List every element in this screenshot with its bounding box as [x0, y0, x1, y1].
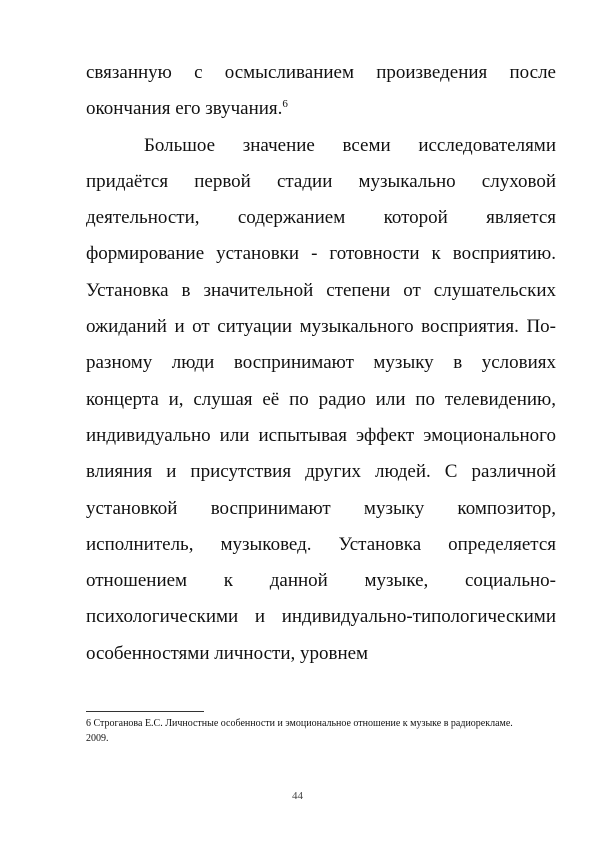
footnote: [86, 716, 526, 746]
paragraph-1: [86, 55, 556, 128]
main-text: [86, 55, 556, 672]
page-number: 44: [292, 790, 303, 802]
paragraph-1-text: связанную с осмысливанием произведения после окончания его звучания.: [86, 62, 556, 120]
paragraph-2: Большое значение всеми исследователями придаётся первой стадии музыкально слуховой деятельности, содержанием которой является формирование установки - готовности к восприятию. Установка в значительной степени от слушательских ожиданий и от ситуации музыкального восприятия. По-разному люди воспринимают музыку в условиях концерта и, слушая её по радио или по телевидению, индивидуально или испытывая эффект эмоционального влияния и присутствия других людей. С различной установкой воспринимают музыку композитор, исполнитель, музыковед. Установка определяется отношением к данной музыке, социально-психологическими и индивидуально-типологическими особенностями личности, уровнем: [86, 134, 556, 664]
footnote-reference: 6: [282, 98, 288, 111]
footnote-number: 6: [86, 718, 91, 729]
footnote-separator: [86, 711, 204, 712]
footnote-text: Строганова Е.С. Личностные особенности и эмоциональное отношение к музыке в радиорекламе. 2009.: [86, 718, 513, 744]
